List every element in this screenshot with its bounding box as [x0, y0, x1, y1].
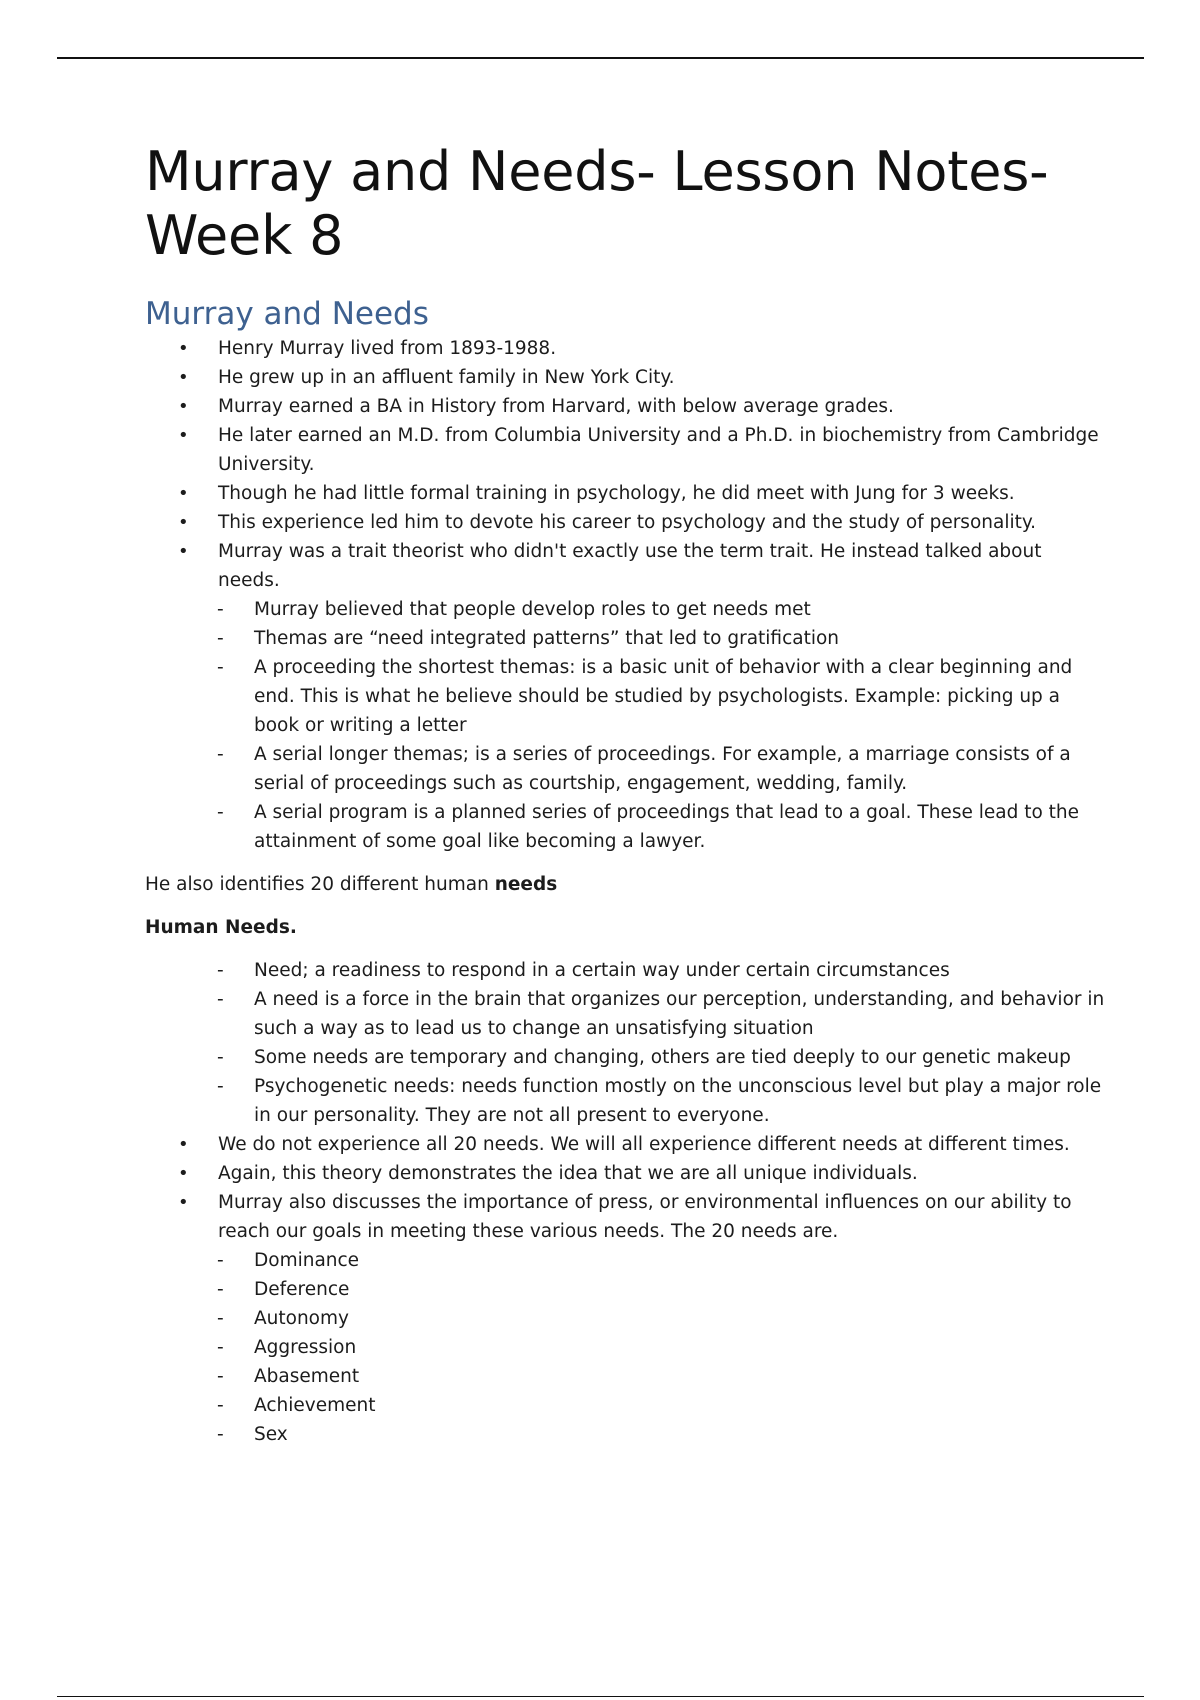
list-item-text: Deference — [254, 1279, 350, 1300]
list-item-text: Murray earned a BA in History from Harvard, with below average grades. — [218, 396, 894, 417]
list-item — [145, 537, 1105, 595]
list-item — [145, 595, 1105, 624]
dash-marker: - — [217, 628, 224, 649]
list-item — [145, 1420, 1105, 1449]
list-item — [145, 1072, 1105, 1130]
list-item-text: A serial program is a planned series of proceedings that lead to a goal. These lead to the attainment of some goal like becoming a lawyer. — [254, 802, 1080, 852]
top-rule — [57, 57, 1144, 59]
list-item-text: Abasement — [254, 1366, 360, 1387]
bullet-marker: • — [178, 1192, 189, 1213]
dash-marker: - — [217, 1424, 224, 1445]
list-item — [145, 1275, 1105, 1304]
list-item — [145, 740, 1105, 798]
list-item-text: A proceeding the shortest themas: is a basic unit of behavior with a clear beginning and end. This is what he believe should be studied by psychologists. Example: picking up a book or writing a letter — [254, 657, 1073, 736]
bullet-marker: • — [178, 512, 189, 533]
dash-marker: - — [217, 1337, 224, 1358]
list-item — [145, 421, 1105, 479]
dash-marker: - — [217, 1279, 224, 1300]
list-item — [145, 956, 1105, 985]
page-title: Murray and Needs- Lesson Notes- Week 8 — [145, 140, 1049, 267]
list-item-text: This experience led him to devote his career to psychology and the study of personality. — [218, 512, 1037, 533]
list-item-text: He later earned an M.D. from Columbia University and a Ph.D. in biochemistry from Cambridge University. — [218, 425, 1099, 475]
paragraph-needs — [145, 870, 1105, 899]
list-item — [145, 1043, 1105, 1072]
dash-marker: - — [217, 802, 224, 823]
list-item — [145, 363, 1105, 392]
list-item — [145, 1130, 1105, 1159]
bullet-marker: • — [178, 396, 189, 417]
dash-marker: - — [217, 1366, 224, 1387]
list-item-text: Though he had little formal training in psychology, he did meet with Jung for 3 weeks. — [218, 483, 1015, 504]
list-item-text: We do not experience all 20 needs. We will all experience different needs at different times. — [218, 1134, 1070, 1155]
list-item — [145, 1188, 1105, 1246]
list-item-text: He grew up in an affluent family in New York City. — [218, 367, 675, 388]
dash-marker: - — [217, 1308, 224, 1329]
list-item — [145, 1246, 1105, 1275]
dash-marker: - — [217, 744, 224, 765]
bullet-marker: • — [178, 367, 189, 388]
dash-marker: - — [217, 1047, 224, 1068]
list-item — [145, 392, 1105, 421]
bottom-rule — [57, 1696, 1144, 1697]
list-item-text: Aggression — [254, 1337, 357, 1358]
list-item — [145, 624, 1105, 653]
list-item-text: A serial longer themas; is a series of proceedings. For example, a marriage consists of a serial of proceedings such as courtship, engagement, wedding, family. — [254, 744, 1071, 794]
list-item-text: Dominance — [254, 1250, 360, 1271]
list-item — [145, 985, 1105, 1043]
list-item — [145, 1159, 1105, 1188]
dash-marker: - — [217, 960, 224, 981]
list-item — [145, 508, 1105, 537]
document-page — [145, 140, 1105, 1449]
bullet-marker: • — [178, 1134, 189, 1155]
spacer — [145, 942, 1105, 956]
notes-list-2 — [145, 956, 1105, 1449]
list-item-text: Again, this theory demonstrates the idea that we are all unique individuals. — [218, 1163, 918, 1184]
bullet-marker: • — [178, 483, 189, 504]
list-item — [145, 1333, 1105, 1362]
list-item-text: Psychogenetic needs: needs function mostly on the unconscious level but play a major role in our personality. They are not all present to everyone. — [254, 1076, 1102, 1126]
dash-marker: - — [217, 1250, 224, 1271]
list-item — [145, 1362, 1105, 1391]
section-heading: Murray and Needs — [145, 296, 429, 332]
human-needs-heading — [145, 913, 1105, 942]
list-item-text: Achievement — [254, 1395, 376, 1416]
list-item-text: Murray believed that people develop roles to get needs met — [254, 599, 811, 620]
list-item — [145, 1391, 1105, 1420]
dash-marker: - — [217, 1076, 224, 1097]
list-item-text: Need; a readiness to respond in a certain way under certain circumstances — [254, 960, 950, 981]
list-item-text: A need is a force in the brain that organizes our perception, understanding, and behavior in such a way as to lead us to change an unsatisfying situation — [254, 989, 1105, 1039]
dash-marker: - — [217, 657, 224, 678]
list-item-text: Themas are “need integrated patterns” that led to gratification — [254, 628, 840, 649]
list-item — [145, 798, 1105, 856]
list-item — [145, 653, 1105, 740]
paragraph-needs-bold: needs — [494, 874, 558, 895]
list-item-text: Autonomy — [254, 1308, 349, 1329]
bullet-marker: • — [178, 1163, 189, 1184]
list-item — [145, 334, 1105, 363]
dash-marker: - — [217, 1395, 224, 1416]
human-needs-heading-text: Human Needs. — [145, 917, 297, 938]
list-item-text: Henry Murray lived from 1893-1988. — [218, 338, 557, 359]
bullet-marker: • — [178, 425, 189, 446]
paragraph-needs-text: He also identifies 20 different human — [145, 874, 495, 895]
list-item-text: Murray was a trait theorist who didn't exactly use the term trait. He instead talked about needs. — [218, 541, 1042, 591]
list-item-text: Some needs are temporary and changing, others are tied deeply to our genetic makeup — [254, 1047, 1071, 1068]
bullet-marker: • — [178, 338, 189, 359]
bullet-marker: • — [178, 541, 189, 562]
list-item — [145, 479, 1105, 508]
list-item-text: Sex — [254, 1424, 288, 1445]
notes-list-1 — [145, 334, 1105, 856]
dash-marker: - — [217, 989, 224, 1010]
list-item-text: Murray also discusses the importance of press, or environmental influences on our ability to reach our goals in meeting these various needs. The 20 needs are. — [218, 1192, 1072, 1242]
list-item — [145, 1304, 1105, 1333]
dash-marker: - — [217, 599, 224, 620]
